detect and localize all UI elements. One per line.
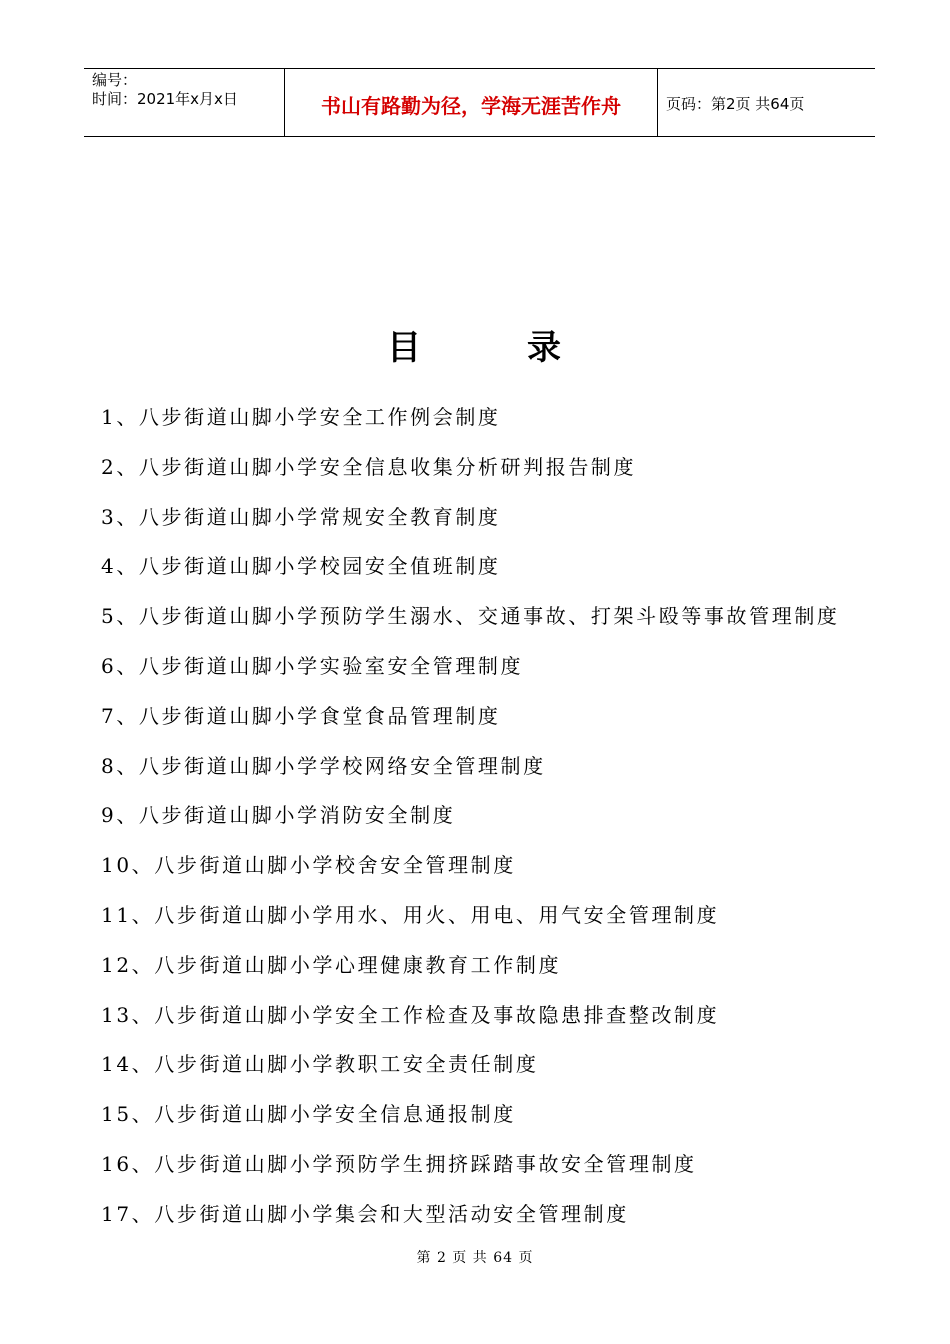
toc-item[interactable]: 13、八步街道山脚小学安全工作检查及事故隐患排查整改制度 xyxy=(101,1002,720,1027)
time-label: 时间：2021年x月x日 xyxy=(92,90,238,108)
toc-item[interactable]: 17、八步街道山脚小学集会和大型活动安全管理制度 xyxy=(101,1201,629,1226)
header-meta xyxy=(84,69,285,136)
toc-item[interactable]: 12、八步街道山脚小学心理健康教育工作制度 xyxy=(101,952,562,977)
page-footer: 第 2 页 共 64 页 xyxy=(416,1250,534,1266)
toc-item[interactable]: 16、八步街道山脚小学预防学生拥挤踩踏事故安全管理制度 xyxy=(101,1151,697,1176)
page-title xyxy=(0,320,950,369)
toc-item[interactable]: 5、八步街道山脚小学预防学生溺水、交通事故、打架斗殴等事故管理制度 xyxy=(101,604,840,629)
toc-item[interactable]: 11、八步街道山脚小学用水、用火、用电、用气安全管理制度 xyxy=(101,902,720,927)
toc-item[interactable]: 6、八步街道山脚小学实验室安全管理制度 xyxy=(101,653,524,678)
toc-item[interactable]: 9、八步街道山脚小学消防安全制度 xyxy=(101,803,456,828)
toc-item[interactable]: 1、八步街道山脚小学安全工作例会制度 xyxy=(101,405,501,429)
title-char-left: 目 xyxy=(387,328,423,368)
toc-item[interactable]: 7、八步街道山脚小学食堂食品管理制度 xyxy=(101,703,501,728)
page-header xyxy=(84,68,875,137)
header-motto: 书山有路勤为径，学海无涯苦作舟 xyxy=(285,69,658,136)
toc-item[interactable]: 10、八步街道山脚小学校舍安全管理制度 xyxy=(101,853,516,878)
number-label: 编号： xyxy=(92,71,138,89)
toc-item[interactable]: 3、八步街道山脚小学常规安全教育制度 xyxy=(101,504,501,529)
title-char-right: 录 xyxy=(527,328,563,368)
toc-item[interactable]: 4、八步街道山脚小学校园安全值班制度 xyxy=(101,554,501,579)
toc-item[interactable]: 2、八步街道山脚小学安全信息收集分析研判报告制度 xyxy=(101,454,637,479)
toc-item[interactable]: 15、八步街道山脚小学安全信息通报制度 xyxy=(101,1102,516,1127)
header-page-info: 页码：第2页 共64页 xyxy=(666,95,805,113)
table-of-contents xyxy=(101,400,901,1247)
toc-item[interactable]: 14、八步街道山脚小学教职工安全责任制度 xyxy=(101,1052,539,1077)
toc-item[interactable]: 8、八步街道山脚小学学校网络安全管理制度 xyxy=(101,753,546,778)
